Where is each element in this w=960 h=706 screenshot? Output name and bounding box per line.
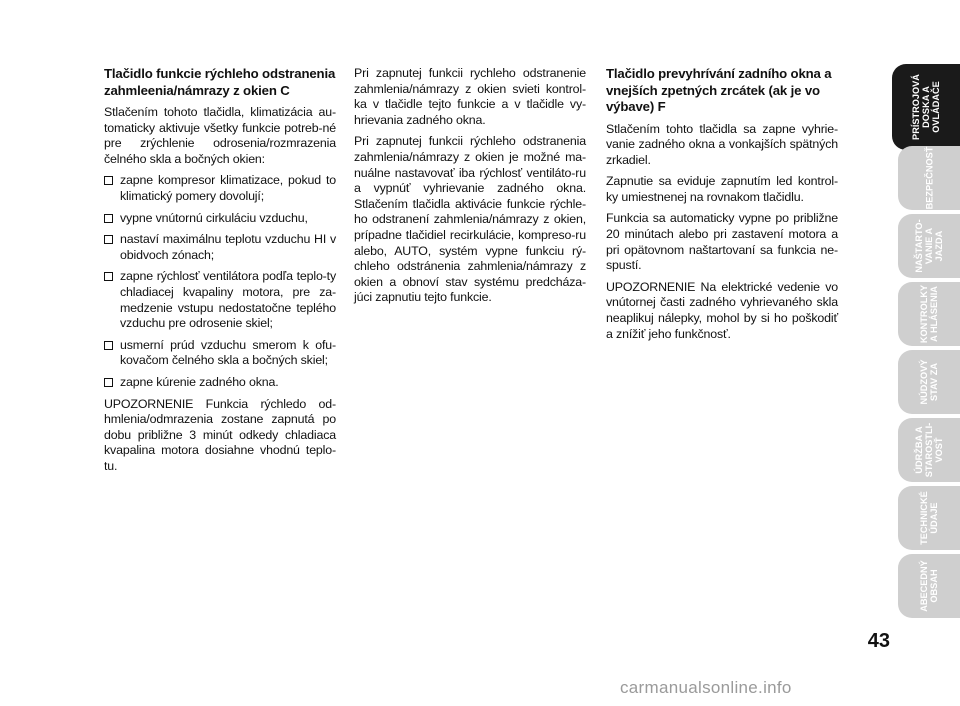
checkbox-bullet-icon bbox=[104, 378, 113, 387]
tab-label: KONTROLKY A HLÁSENIA bbox=[919, 284, 939, 344]
list-item: zapne kompresor klimatizace, pokud to klimatický pomery dovolují; bbox=[104, 173, 336, 204]
section-heading-defrost: Tlačidlo funkcie rýchleho odstranenia zahmleenia/námrazy z okien C bbox=[104, 66, 336, 98]
checkbox-bullet-icon bbox=[104, 176, 113, 185]
column-2 bbox=[354, 66, 586, 312]
paragraph-auto-off: Funkcia sa automaticky vypne po približne 20 minútach alebo pri zastavení motora a pri opätovnom naštartovaní sa funkcia ne-spustí. bbox=[606, 211, 838, 273]
checkbox-bullet-icon bbox=[104, 272, 113, 281]
paragraph-activation: Stlačením tohto tlačidla sa zapne vyhrie-vanie zadného okna a vonkajších spätných zrkadiel. bbox=[606, 121, 838, 167]
list-item: zapne kúrenie zadného okna. bbox=[104, 375, 336, 391]
list-item: usmerní prúd vzduchu smerom k ofu-kovačom čelného skla a bočných skiel; bbox=[104, 338, 336, 369]
warning-paragraph: UPOZORNENIE Na elektrické vedenie vo vnútornej časti zadného vyhrievaného skla neaplikuj nálepky, mohol by si ho poškodiť a znížiť jeho funkčnosť. bbox=[606, 279, 838, 341]
tab-kontrolky[interactable] bbox=[898, 282, 960, 346]
watermark: carmanualsonline.info bbox=[620, 678, 792, 697]
column-1 bbox=[104, 66, 336, 480]
intro-paragraph: Stlačením tohoto tlačidla, klimatizácia au-tomaticky aktivuje všetky funkcie potreb-né pre zrýchlenie odrosenia/rozmrazenia čelného skla a bočných okien: bbox=[104, 105, 336, 166]
column-3 bbox=[606, 66, 838, 348]
tab-label: ABECEDNÝ OBSAH bbox=[919, 560, 939, 612]
paragraph-indicator: Pri zapnutej funkcii rychleho odstranenie zahmlenia/námrazy z okien svieti kontrol-ka v tlačidle tejto funkcie a v tlačidle vy-hrievania zadného okna. bbox=[354, 66, 586, 127]
tab-technicke-udaje[interactable] bbox=[898, 486, 960, 550]
tab-udrzba[interactable] bbox=[898, 418, 960, 482]
checkbox-bullet-icon bbox=[104, 214, 113, 223]
tab-nastartovanie[interactable] bbox=[898, 214, 960, 278]
tab-bezpecnost[interactable] bbox=[898, 146, 960, 210]
tab-label: TECHNICKÉ ÚDAJE bbox=[919, 491, 939, 545]
checkbox-bullet-icon bbox=[104, 235, 113, 244]
tab-label: PRÍSTROJOVÁ DOSKA A OVLÁDAČE bbox=[911, 74, 941, 140]
tab-nudzovy-stav[interactable] bbox=[898, 350, 960, 414]
tab-label: NAŠTARTO- VANIE A JAZDA bbox=[914, 219, 944, 273]
tab-label: ÚDRŽBA A STAROSTLI- VOSŤ bbox=[914, 422, 944, 478]
list-item: zapne rýchlosť ventilátora podľa teplo-ty chladiacej kvapaliny motora, pre za-medzenie vstupu nedostatočne teplého vzduchu pre odrosenie skiel; bbox=[104, 269, 336, 331]
bullet-list bbox=[104, 173, 336, 390]
tab-abecedny-obsah[interactable] bbox=[898, 554, 960, 618]
list-item: vypne vnútornú cirkuláciu vzduchu, bbox=[104, 211, 336, 227]
paragraph-manual-settings: Pri zapnutej funkcii rýchleho odstranenia zahmlenia/námrazy z okien je možné ma-nuálne nastavovať iba rýchlosť ventiláto-ru a vypnúť vyhrievanie zadného okna. Stlačením tlačidla aktivácie funkcie rýchle-ho odstranení zahmlenia/námrazy z okien, prípadne tlačidiel recirkulácie, kompreso-ru alebo, AUTO, systém vypne funkciu rý-chleho odstránenia zahmlenia/námrazy z okien a obnoví stav systému predcháza-júci zapnutiu tejto funkcie. bbox=[354, 134, 586, 305]
warning-paragraph: UPOZORNENIE Funkcia rýchledo od-hmlenia/odmrazenia zostane zapnutá po dobu približne 3 minút odkedy chladiaca kvapalina motora dosiahne vhodnú teplo-tu. bbox=[104, 396, 336, 473]
paragraph-led: Zapnutie sa eviduje zapnutím led kontrol-ky umiestnenej na rovnakom tlačidlu. bbox=[606, 174, 838, 204]
page-number: 43 bbox=[867, 630, 890, 652]
checkbox-bullet-icon bbox=[104, 341, 113, 350]
section-heading-rear-window: Tlačidlo prevyhrívání zadního okna a vnejších zpetných zrcátek (ak je vo výbave) F bbox=[606, 66, 832, 114]
list-item: nastaví maximálnu teplotu vzduchu HI v obidvoch zónach; bbox=[104, 232, 336, 263]
tab-pristrojova-doska[interactable] bbox=[892, 64, 960, 150]
tab-label: NÚDZOVÝ STAV ZA bbox=[919, 359, 939, 405]
tab-label: BEZPEČNOSŤ bbox=[924, 146, 935, 210]
